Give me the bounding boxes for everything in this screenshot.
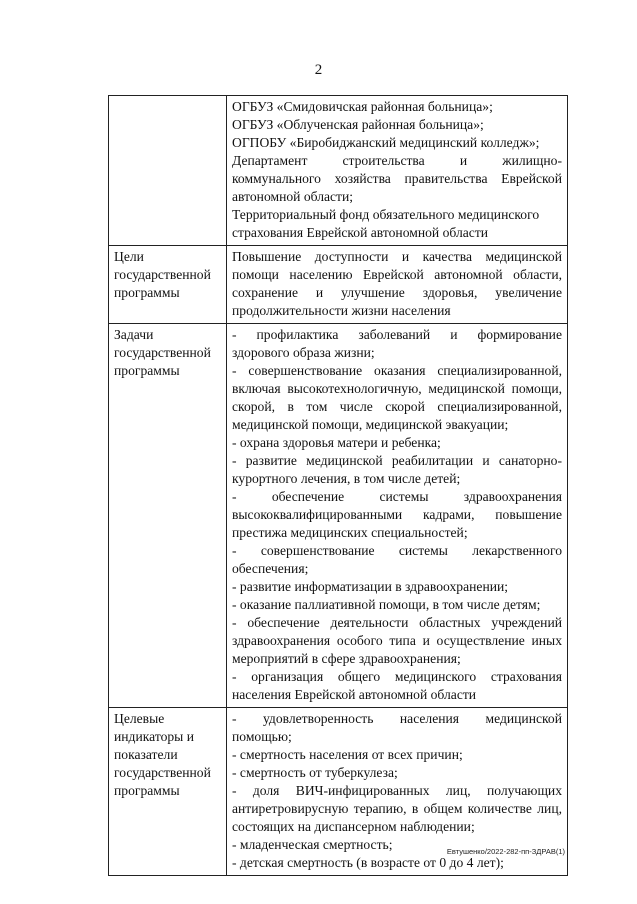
table-body	[109, 96, 568, 876]
content-line: ОГБУЗ «Смидовичская районная больница»;	[232, 99, 493, 114]
content-line: состоящих на диспансерном наблюдении;	[232, 819, 475, 834]
content-line: помощью;	[232, 729, 292, 744]
row-label: Задачи государственной программы	[109, 324, 227, 708]
row-content	[227, 96, 568, 246]
content-line: здорового образа жизни;	[232, 345, 375, 360]
content-line: - смертность от туберкулеза;	[232, 765, 398, 780]
content-line: Территориальный фонд обязательного медицинского	[232, 207, 540, 222]
content-line: продолжительности жизни населения	[232, 303, 451, 318]
content-line: - развитие информатизации в здравоохранении;	[232, 579, 509, 594]
content-line: - совершенствование системы лекарственного	[232, 543, 562, 558]
content-line: антиретровирусную терапию, в общем количестве лиц,	[232, 801, 562, 816]
content-line: - охрана здоровья матери и ребенка;	[232, 435, 441, 450]
content-line: обеспечения;	[232, 561, 309, 576]
content-line: включая высокотехнологичную, медицинской помощи,	[232, 381, 562, 396]
content-line: медицинской помощи, медицинской эвакуации;	[232, 417, 509, 432]
table-row	[109, 246, 568, 324]
content-line: страхования Еврейской автономной области	[232, 225, 489, 240]
content-line: ОГБУЗ «Облученская районная больница»;	[232, 117, 484, 132]
content-line: помощи населению Еврейской автономной области,	[232, 267, 562, 282]
content-line: престижа медицинских специальностей;	[232, 525, 468, 540]
program-passport-table	[108, 95, 568, 876]
content-line: Департамент строительства и жилищно-	[232, 153, 562, 168]
content-line: - организация общего медицинского страхования	[232, 669, 562, 684]
document-code: Евтушенко/2022-282-пп-ЗДРАВ(1)	[446, 847, 565, 856]
content-line: здравоохранения особого типа и осуществление иных	[232, 633, 562, 648]
content-line: - смертность населения от всех причин;	[232, 747, 463, 762]
table-row	[109, 96, 568, 246]
row-content	[227, 246, 568, 324]
content-line: - профилактика заболеваний и формирование	[232, 327, 562, 342]
row-label	[109, 96, 227, 246]
content-line: мероприятий в сфере здравоохранения;	[232, 651, 461, 666]
row-label: Цели государственной программы	[109, 246, 227, 324]
content-line: - обеспечение деятельности областных учреждений	[232, 615, 562, 630]
content-line: - удовлетворенность населения медицинской	[232, 711, 562, 726]
content-line: - совершенствование оказания специализированной,	[232, 363, 562, 378]
content-line: автономной области;	[232, 189, 354, 204]
content-line: ОГПОБУ «Биробиджанский медицинский колледж»;	[232, 135, 540, 150]
content-line: Повышение доступности и качества медицинской	[232, 249, 562, 264]
row-label: Целевые индикаторы и показатели государственной программы	[109, 708, 227, 876]
row-content	[227, 324, 568, 708]
page-number: 2	[314, 62, 323, 78]
content-line: сохранение и улучшение здоровья, увеличение	[232, 285, 562, 300]
table-row	[109, 324, 568, 708]
content-line: - обеспечение системы здравоохранения	[232, 489, 562, 504]
content-line: курортного лечения, в том числе детей;	[232, 471, 461, 486]
content-line: - развитие медицинской реабилитации и санаторно-	[232, 453, 562, 468]
content-line: - детская смертность (в возрасте от 0 до 4 лет);	[232, 855, 504, 870]
content-line: - оказание паллиативной помощи, в том числе детям;	[232, 597, 541, 612]
content-line: коммунального хозяйства правительства Еврейской	[232, 171, 562, 186]
content-line: высококвалифицированными кадрами, повышение	[232, 507, 562, 522]
content-line: - младенческая смертность;	[232, 837, 393, 852]
content-line: - доля ВИЧ-инфицированных лиц, получающих	[232, 783, 562, 798]
content-line: скорой, в том числе скорой специализированной,	[232, 399, 562, 414]
content-line: населения Еврейской автономной области	[232, 687, 477, 702]
